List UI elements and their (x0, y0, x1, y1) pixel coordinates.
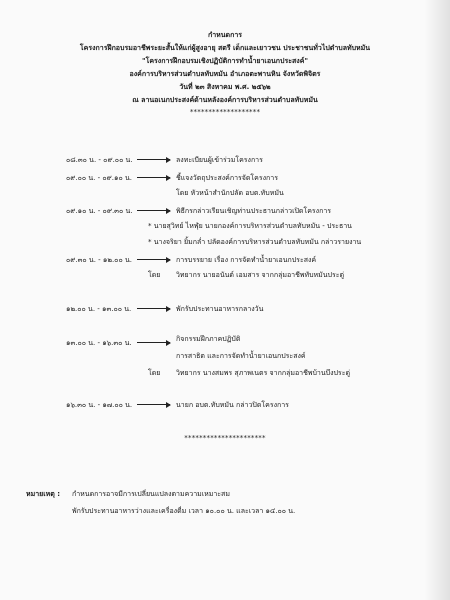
schedule-item-detail: การสาธิต และการจัดทำน้ำยาเอนกประสงค์ (176, 352, 306, 360)
by-label: โดย (148, 369, 161, 377)
project-subtitle: "โครงการฝึกอบรมเชิงปฏิบัติการทำน้ำยาเอนกประสงค์" (141, 57, 309, 65)
schedule-item-detail: * นายสุวิทย์ ไหฬุ่ย นายกองค์การบริหารส่วนตำบลทับหมัน - ประธาน (148, 222, 352, 230)
note-text: กำหนดการอาจมีการเปลี่ยนแปลงตามความเหมาะสม (72, 490, 230, 498)
schedule-item-detail: วิทยากร นายอนันต์ เอมสาร จากกลุ่มอาชีพทับหมันประตู่ (176, 271, 345, 279)
footer-divider: ********************** (184, 434, 266, 442)
doc-title: กำหนดการ (207, 31, 243, 39)
by-label: โดย (148, 271, 161, 279)
event-date: วันที่ ๒๓ สิงหาคม พ.ศ. ๒๕๖๒ (179, 83, 271, 91)
header-divider: ******************* (189, 108, 261, 116)
arrow-icon (137, 404, 170, 405)
schedule-item: พักรับประทานอาหารกลางวัน (176, 305, 264, 313)
arrow-icon (137, 259, 170, 260)
schedule-item: นายก อบต.ทับหมัน กล่าวปิดโครงการ (176, 401, 289, 409)
schedule-item: ลงทะเบียนผู้เข้าร่วมโครงการ (176, 156, 263, 164)
schedule-item: การบรรยาย เรื่อง การจัดทำน้ำยาเอนกประสงค์ (176, 256, 317, 264)
arrow-icon (137, 177, 170, 178)
arrow-icon (137, 308, 170, 309)
schedule-time: ๐๘.๓๐ น. - ๐๙.๐๐ น. (66, 156, 133, 164)
schedule-item-detail: วิทยากร นางสมพร สุภาพเนตร จากกลุ่มอาชีพบ้านบึงประดู่ (176, 369, 351, 377)
schedule-item-detail: * นางจริยา ยิ้มกล่ำ ปลัดองค์การบริหารส่วนตำบลทับหมัน กล่าวรายงาน (148, 238, 362, 246)
schedule-time: ๐๙.๐๐ น. - ๐๙.๑๐ น. (66, 174, 132, 182)
schedule-time: ๑๖.๓๐ น. - ๑๗.๐๐ น. (66, 401, 133, 409)
schedule-item: ชี้แจงวัตถุประสงค์การจัดโครงการ (176, 174, 278, 182)
schedule-item-detail: โดย หัวหน้าสำนักปลัด อบต.ทับหมัน (176, 189, 284, 197)
project-name: โครงการฝึกอบรมอาชีพระยะสั้นให้แก่ผู้สูงอายุ สตรี เด็กและเยาวชน ประชาชนทั่วไปตำบลทับหมัน (79, 44, 371, 52)
schedule-item: พิธีกรกล่าวเรียนเชิญท่านประธานกล่าวเปิดโครงการ (176, 207, 332, 215)
arrow-icon (137, 159, 170, 160)
schedule-time: ๐๙.๓๐ น. - ๑๒.๐๐ น. (66, 256, 132, 264)
organization: องค์การบริหารส่วนตำบลทับหมัน อำเภอตะพานหิน จังหวัดพิจิตร (129, 70, 321, 78)
arrow-icon (137, 342, 170, 343)
note-label: หมายเหตุ : (26, 490, 61, 498)
note-text: พักรับประทานอาหารว่างและเครื่องดื่ม เวลา ๑๐.๐๐ น. และเวลา ๑๔.๐๐ น. (72, 507, 296, 515)
schedule-time: ๑๓.๐๐ น. - ๑๖.๓๐ น. (66, 339, 132, 347)
schedule-item: กิจกรรมฝึกภาคปฏิบัติ (176, 335, 241, 343)
event-venue: ณ ลานอเนกประสงค์ด้านหลังองค์การบริหารส่วนตำบลทับหมัน (132, 96, 318, 104)
arrow-icon (137, 210, 170, 211)
schedule-time: ๐๙.๑๐ น. - ๐๙.๓๐ น. (66, 207, 133, 215)
schedule-time: ๑๒.๐๐ น. - ๑๓.๐๐ น. (66, 305, 132, 313)
